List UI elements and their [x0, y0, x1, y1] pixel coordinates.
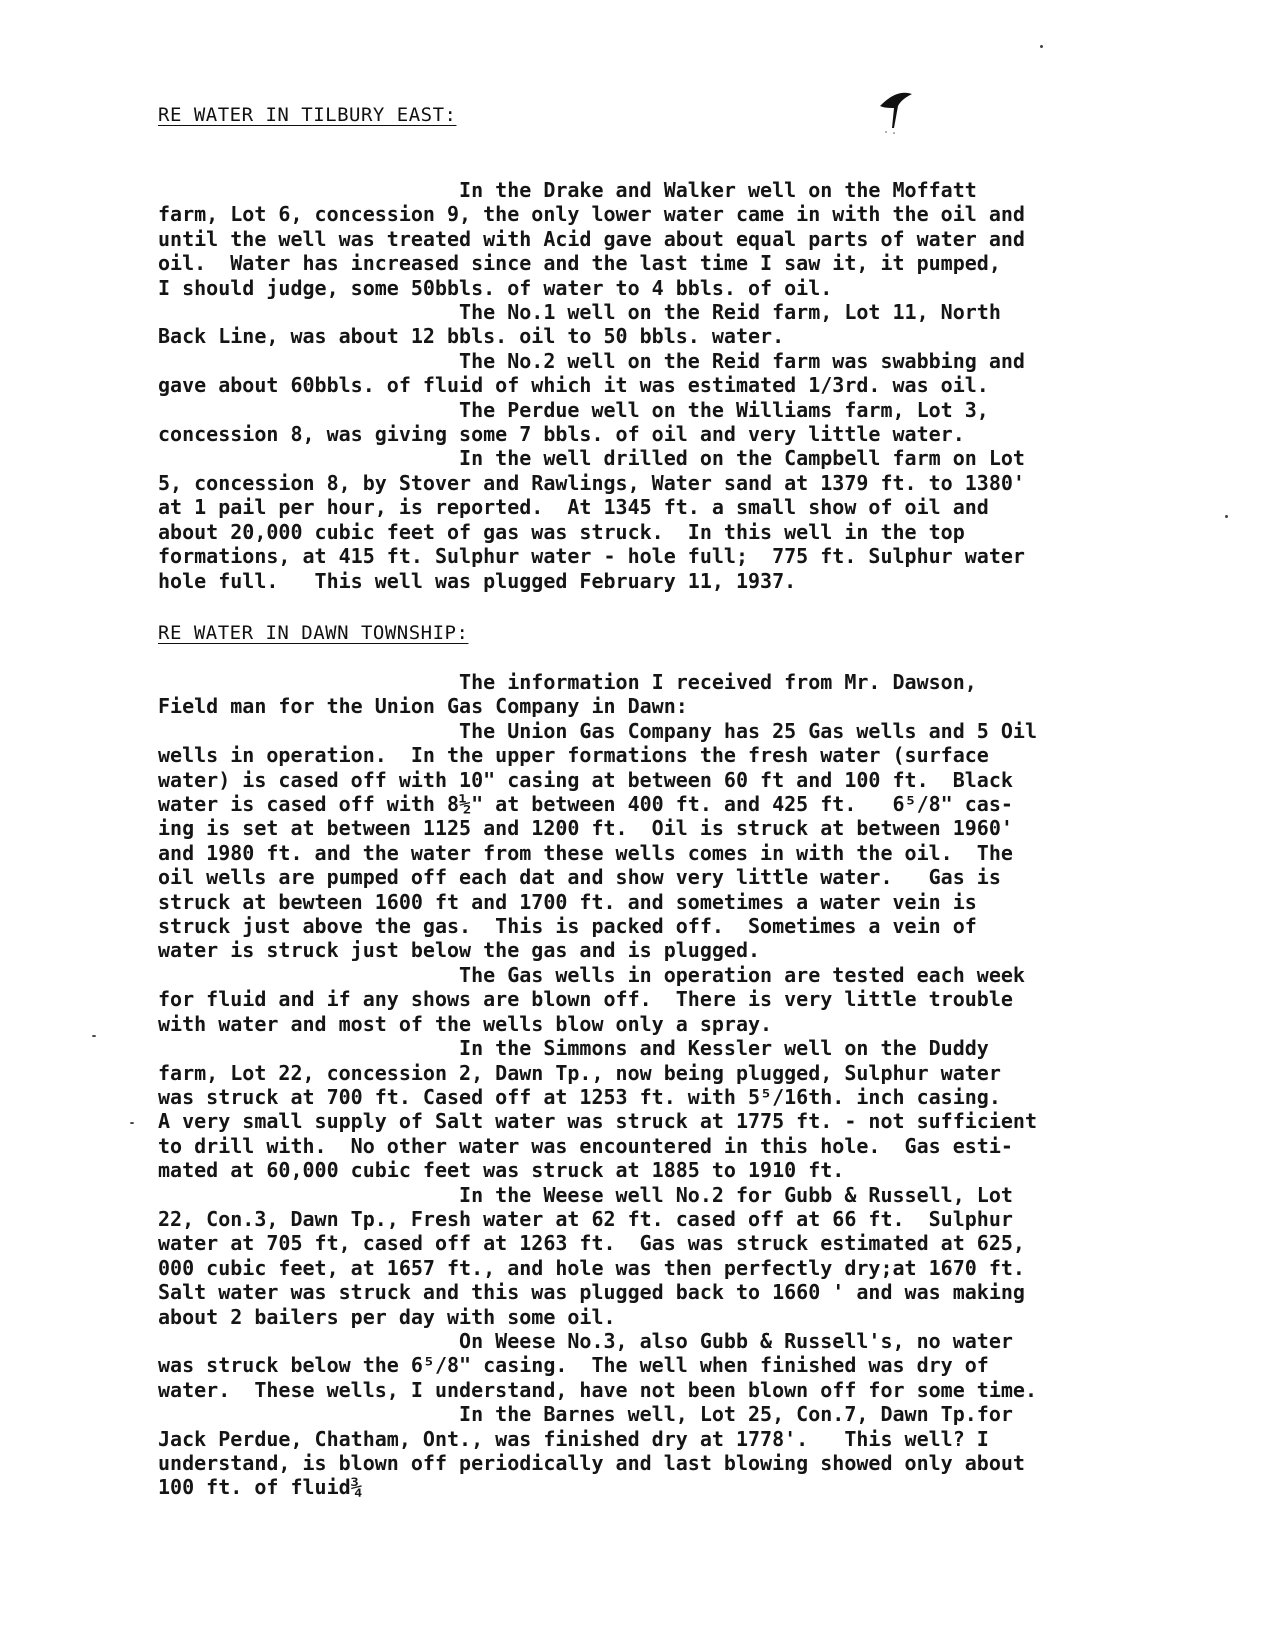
- tilbury-text-line: concession 8, was giving some 7 bbls. of oil and very little water.: [158, 422, 965, 447]
- dawn-text-line: oil wells are pumped off each dat and show very little water. Gas is: [158, 865, 1001, 890]
- tilbury-text-line: at 1 pail per hour, is reported. At 1345 ft. a small show of oil and: [158, 495, 989, 520]
- dawn-text-line: water) is cased off with 10" casing at between 60 ft and 100 ft. Black: [158, 767, 1013, 792]
- heading-dawn-township: RE WATER IN DAWN TOWNSHIP:: [158, 622, 469, 644]
- paper-speck: [1040, 45, 1043, 48]
- paper-speck: [130, 1122, 134, 1124]
- dawn-text-line: In the Weese well No.2 for Gubb & Russell, Lot: [158, 1182, 1013, 1207]
- tilbury-text-line: I should judge, some 50bbls. of water to 4 bbls. of oil.: [158, 275, 833, 300]
- dawn-text-line: The Gas wells in operation are tested each week: [158, 962, 1025, 987]
- paper-speck: [92, 1035, 96, 1037]
- dawn-text-line: 22, Con.3, Dawn Tp., Fresh water at 62 ft. cased off at 66 ft. Sulphur: [158, 1206, 1013, 1231]
- paper-speck: [1225, 515, 1228, 518]
- tilbury-text-line: gave about 60bbls. of fluid of which it was estimated 1/3rd. was oil.: [158, 373, 989, 398]
- dawn-text-line: In the Simmons and Kessler well on the Duddy: [158, 1036, 989, 1061]
- dawn-text-line: struck just above the gas. This is packed off. Sometimes a vein of: [158, 914, 977, 939]
- dawn-text-line: farm, Lot 22, concession 2, Dawn Tp., now being plugged, Sulphur water: [158, 1060, 1001, 1085]
- tilbury-text-line: In the Drake and Walker well on the Moffatt: [158, 178, 977, 202]
- dawn-text-line: In the Barnes well, Lot 25, Con.7, Dawn Tp.for: [158, 1402, 1013, 1427]
- tilbury-text-line: farm, Lot 6, concession 9, the only lower water came in with the oil and: [158, 202, 1025, 227]
- dawn-text-line: mated at 60,000 cubic feet was struck at 1885 to 1910 ft.: [158, 1158, 845, 1183]
- dawn-text-line: Field man for the Union Gas Company in Dawn:: [158, 694, 688, 719]
- heading-tilbury-east: RE WATER IN TILBURY EAST:: [158, 104, 457, 126]
- dawn-text-line: water is cased off with 8½" at between 400 ft. and 425 ft. 6⁵/8" cas-: [158, 792, 1013, 817]
- tilbury-text-line: The No.1 well on the Reid farm, Lot 11, North: [158, 300, 1001, 325]
- tilbury-text-line: 5, concession 8, by Stover and Rawlings, Water sand at 1379 ft. to 1380': [158, 470, 1025, 495]
- tilbury-text-line: oil. Water has increased since and the last time I saw it, it pumped,: [158, 251, 1001, 276]
- tilbury-text-line: In the well drilled on the Campbell farm on Lot: [158, 446, 1025, 471]
- tilbury-text-block: [158, 178, 1228, 593]
- dawn-text-line: The information I received from Mr. Dawson,: [158, 670, 977, 694]
- dawn-text-line: Salt water was struck and this was plugged back to 1660 ' and was making: [158, 1280, 1025, 1305]
- tilbury-text-line: about 20,000 cubic feet of gas was struck. In this well in the top: [158, 519, 965, 544]
- dawn-text-line: to drill with. No other water was encountered in this hole. Gas esti-: [158, 1133, 1013, 1158]
- dawn-text-line: 000 cubic feet, at 1657 ft., and hole was then perfectly dry;at 1670 ft.: [158, 1255, 1025, 1280]
- dawn-text-block: [158, 670, 1228, 1500]
- dawn-text-line: On Weese No.3, also Gubb & Russell's, no water: [158, 1328, 1013, 1353]
- dawn-text-line: with water and most of the wells blow only a spray.: [158, 1011, 773, 1036]
- dawn-text-line: water at 705 ft, cased off at 1263 ft. Gas was struck estimated at 625,: [158, 1231, 1025, 1256]
- handwritten-pen-mark: [872, 84, 922, 134]
- dawn-text-line: for fluid and if any shows are blown off. There is very little trouble: [158, 987, 1013, 1012]
- dawn-text-line: and 1980 ft. and the water from these wells comes in with the oil. The: [158, 840, 1013, 865]
- tilbury-text-line: The No.2 well on the Reid farm was swabbing and: [158, 348, 1025, 373]
- dawn-text-line: Jack Perdue, Chatham, Ont., was finished dry at 1778'. This well? I: [158, 1426, 989, 1451]
- tilbury-text-line: hole full. This well was plugged February 11, 1937.: [158, 568, 797, 593]
- dawn-text-line: A very small supply of Salt water was struck at 1775 ft. - not sufficient: [158, 1109, 1037, 1134]
- dawn-text-line: wells in operation. In the upper formations the fresh water (surface: [158, 743, 989, 768]
- dawn-text-line: 100 ft. of fluid¾: [158, 1475, 363, 1500]
- dawn-text-line: ing is set at between 1125 and 1200 ft. Oil is struck at between 1960': [158, 816, 1013, 841]
- tilbury-text-line: until the well was treated with Acid gave about equal parts of water and: [158, 226, 1025, 251]
- dawn-text-line: water is struck just below the gas and is plugged.: [158, 938, 761, 963]
- dawn-text-line: was struck below the 6⁵/8" casing. The well when finished was dry of: [158, 1353, 989, 1378]
- tilbury-text-line: The Perdue well on the Williams farm, Lot 3,: [158, 397, 989, 422]
- dawn-text-line: The Union Gas Company has 25 Gas wells and 5 Oil: [158, 718, 1037, 743]
- tilbury-text-line: formations, at 415 ft. Sulphur water - hole full; 775 ft. Sulphur water: [158, 544, 1025, 569]
- dawn-text-line: water. These wells, I understand, have not been blown off for some time.: [158, 1377, 1037, 1402]
- dawn-text-line: struck at bewteen 1600 ft and 1700 ft. and sometimes a water vein is: [158, 889, 977, 914]
- tilbury-text-line: Back Line, was about 12 bbls. oil to 50 bbls. water.: [158, 324, 785, 349]
- dawn-text-line: was struck at 700 ft. Cased off at 1253 ft. with 5⁵/16th. inch casing.: [158, 1084, 1001, 1109]
- dawn-text-line: about 2 bailers per day with some oil.: [158, 1304, 616, 1329]
- dawn-text-line: understand, is blown off periodically and last blowing showed only about: [158, 1451, 1025, 1475]
